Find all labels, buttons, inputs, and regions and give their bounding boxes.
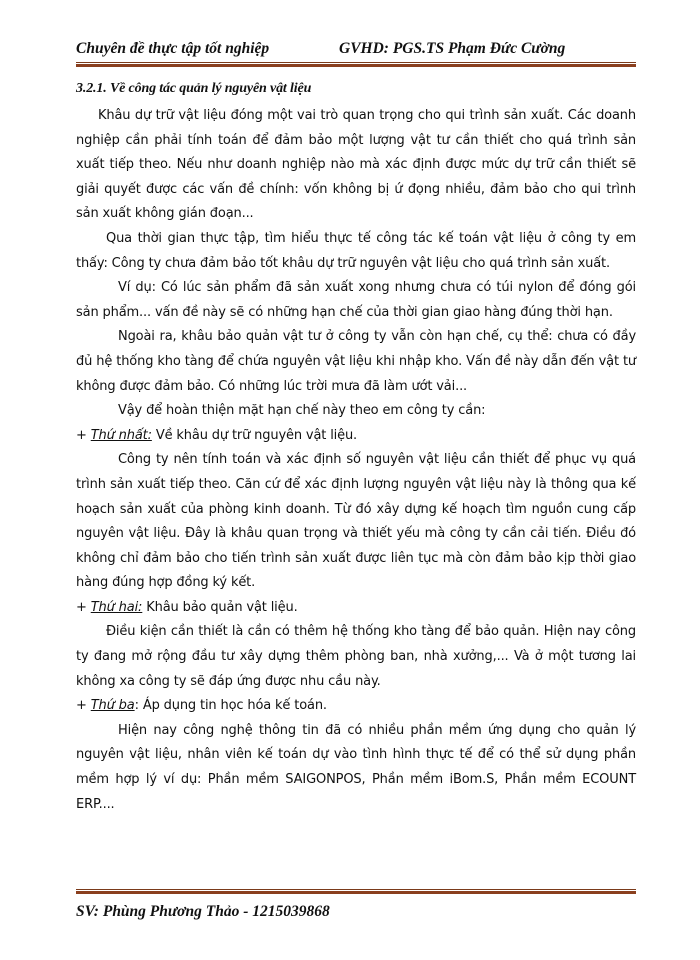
- paragraph-3: Ví dụ: Có lúc sản phẩm đã sản xuất xong nhưng chưa có túi nylon để đóng gói sản phẩm... vấn đề này sẽ có những hạn chế của thời gian giao hàng đúng thời hạn.: [76, 280, 636, 320]
- list-item-2: [76, 596, 636, 621]
- list-item-1: [76, 424, 636, 449]
- header-advisor: GVHD: PGS.TS Phạm Đức Cường: [339, 40, 566, 57]
- list-item-text: Về khâu dự trữ nguyên vật liệu.: [151, 427, 358, 443]
- list-item-label: Thứ hai:: [90, 599, 143, 615]
- list-item-label: Thứ nhất:: [90, 427, 152, 443]
- list-item-text: Khâu bảo quản vật liệu.: [142, 599, 298, 615]
- list-item-label: Thứ ba: [90, 698, 135, 714]
- page-header: [76, 40, 636, 62]
- list-item-prefix: +: [76, 427, 91, 443]
- document-body: [76, 78, 636, 817]
- paragraph-8: Hiện nay công nghệ thông tin đã có nhiều phần mềm ứng dụng cho quản lý nguyên vật liệu, nhân viên kế toán dự vào tình hình thực tế để có thể sử dụng phần mềm hợp lý ví dụ: Phần mềm SAIGONPOS, Phần mềm iBom.S, Phần mềm ECOUNT ERP....: [76, 722, 636, 812]
- header-rule: [76, 62, 636, 67]
- header-title: Chuyên đề thực tập tốt nghiệp: [76, 40, 270, 57]
- paragraph-7: Điều kiện cần thiết là cần có thêm hệ thống kho tàng để bảo quản. Hiện nay công ty đang mở rộng đầu tư xây dựng thêm phòng ban, nhà xưởng,... Và ở một tương lai không xa công ty sẽ đáp ứng được nhu cầu này.: [76, 624, 636, 689]
- paragraph-4: Ngoài ra, khâu bảo quản vật tư ở công ty vẫn còn hạn chế, cụ thể: chưa có đầy đủ hệ thống kho tàng để chứa nguyên vật liệu khi nhập kho. Vấn đề này dẫn đến vật tư không được đảm bảo. Có những lúc trời mưa đã làm ướt vải...: [76, 329, 636, 394]
- list-item-3: [76, 694, 636, 719]
- list-item-prefix: +: [76, 599, 91, 615]
- paragraph-2: Qua thời gian thực tập, tìm hiểu thực tế công tác kế toán vật liệu ở công ty em thấy: Công ty chưa đảm bảo tốt khâu dự trữ nguyên vật liệu cho quá trình sản xuất.: [76, 230, 636, 271]
- list-item-text: : Áp dụng tin học hóa kế toán.: [134, 698, 327, 714]
- paragraph-5: Vậy để hoàn thiện mặt hạn chế này theo em công ty cần:: [118, 403, 486, 419]
- section-title: 3.2.1. Về công tác quản lý nguyên vật liệu: [76, 81, 312, 96]
- paragraph-6: Công ty nên tính toán và xác định số nguyên vật liệu cần thiết để phục vụ quá trình sản xuất tiếp theo. Căn cứ để xác định lượng nguyên vật liệu này là thông qua kế hoạch sản xuất của phòng kinh doanh. Từ đó xây dựng kế hoạch tìm nguồn cung cấp nguyên vật liệu. Đây là khâu quan trọng và thiết yếu mà công ty cần cải tiến. Điều đó không chỉ đảm bảo cho tiến trình sản xuất được liên tục mà còn đảm bảo kịp thời giao hàng đúng hợp đồng ký kết.: [76, 452, 636, 591]
- list-item-prefix: +: [76, 698, 91, 714]
- paragraph-1: Khâu dự trữ vật liệu đóng một vai trò quan trọng cho qui trình sản xuất. Các doanh nghiệp cần phải tính toán để đảm bảo một lượng vật tư cần thiết cho quá trình sản xuất tiếp theo. Nếu như doanh nghiệp nào mà xác định được mức dự trữ cần thiết sẽ giải quyết được các vấn đề chính: vốn không bị ứ đọng nhiều, đảm bảo cho qui trình sản xuất không gián đoạn...: [76, 108, 636, 222]
- footer-rule: [76, 889, 636, 894]
- page-footer: SV: Phùng Phương Thảo - 1215039868: [76, 903, 330, 920]
